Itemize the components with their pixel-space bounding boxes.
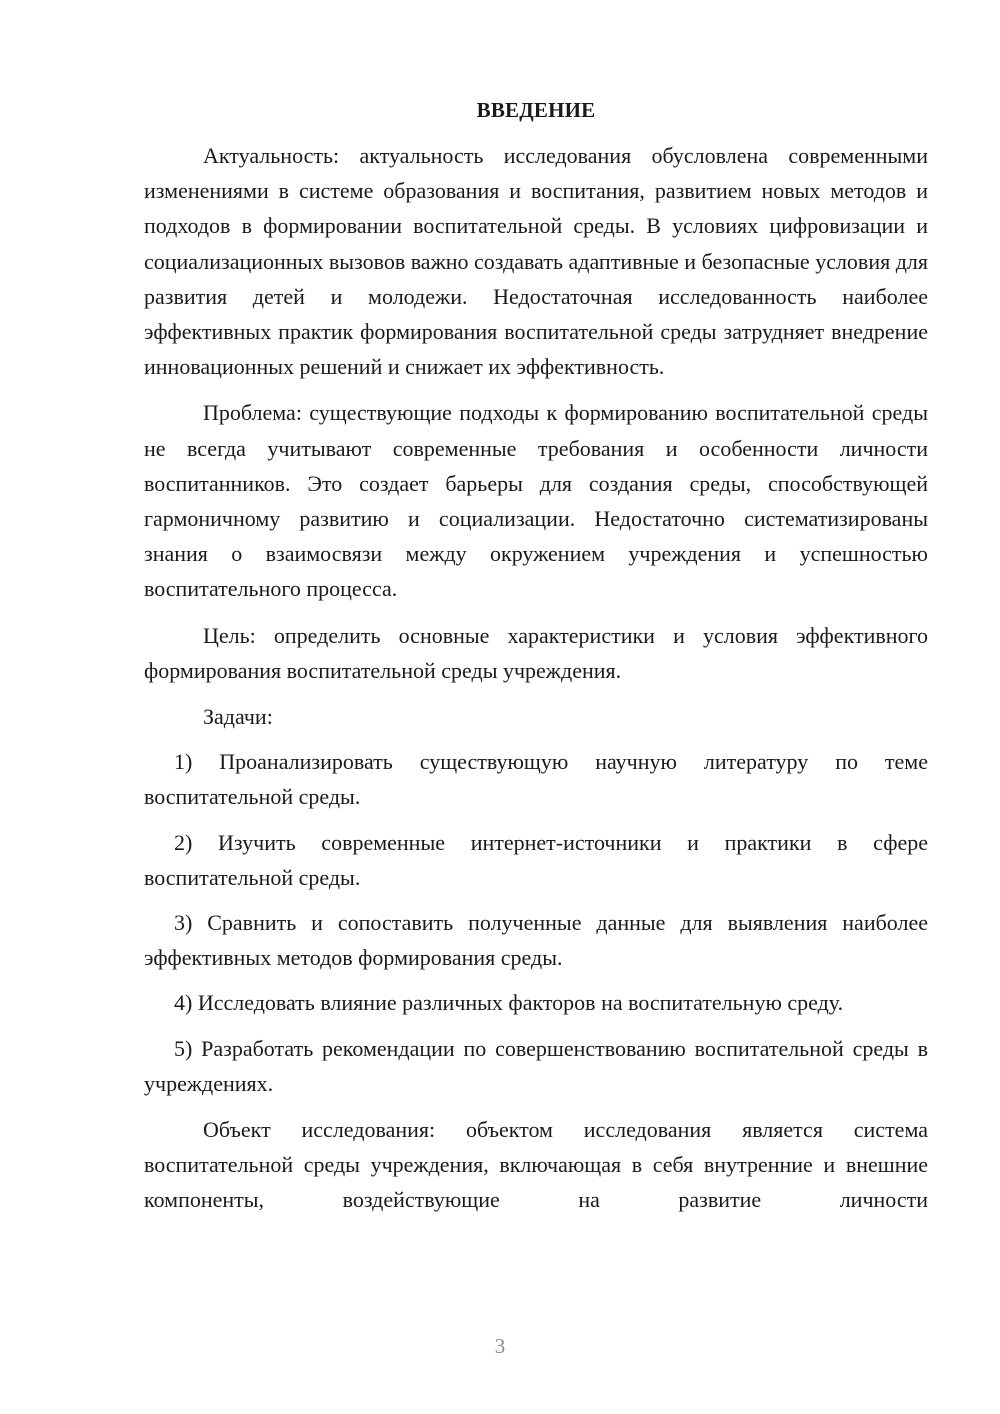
- task-item-2: 2) Изучить современные интернет-источники и практики в сфере воспитательной среды.: [144, 829, 928, 890]
- task-item-4: 4) Исследовать влияние различных факторов на воспитательную среду.: [174, 990, 844, 1016]
- task-item-1: 1) Проанализировать существующую научную литературу по теме воспитательной среды.: [144, 749, 928, 810]
- section-heading: ВВЕДЕНИЕ: [476, 98, 596, 122]
- relevance-paragraph: Актуальность: актуальность исследования обусловлена современными изменениями в системе образования и воспитания, развитием новых методов и подходов в формировании воспитательной среды. В условиях цифровизации и социализационных вызовов важно создавать адаптивные и безопасные условия для развития детей и молодежи. Недостаточная исследованность наиболее эффективных практик формирования воспитательной среды затрудняет внедрение инновационных решений и снижает их эффективность.: [144, 143, 929, 380]
- document-body: [144, 92, 928, 1218]
- object-paragraph: Объект исследования: объектом исследования является система воспитательной среды учреждения, включающая в себя внутренние и внешние компоненты, воздействующие на развитие личности: [144, 1117, 928, 1213]
- problem-paragraph: Проблема: существующие подходы к формированию воспитательной среды не всегда учитывают современные требования и особенности личности воспитанников. Это создает барьеры для создания среды, способствующей гармоничному развитию и социализации. Недостаточно систематизированы знания о взаимосвязи между окружением учреждения и успешностью воспитательного процесса.: [144, 400, 928, 602]
- tasks-label: Задачи:: [203, 704, 273, 730]
- task-item-5: 5) Разработать рекомендации по совершенствованию воспитательной среды в учреждениях.: [144, 1035, 928, 1096]
- goal-paragraph: Цель: определить основные характеристики и условия эффективного формирования воспитательной среды учреждения.: [144, 622, 928, 683]
- page-number: 3: [494, 1334, 506, 1358]
- task-item-3: 3) Сравнить и сопоставить полученные данные для выявления наиболее эффективных методов формирования среды.: [144, 910, 928, 971]
